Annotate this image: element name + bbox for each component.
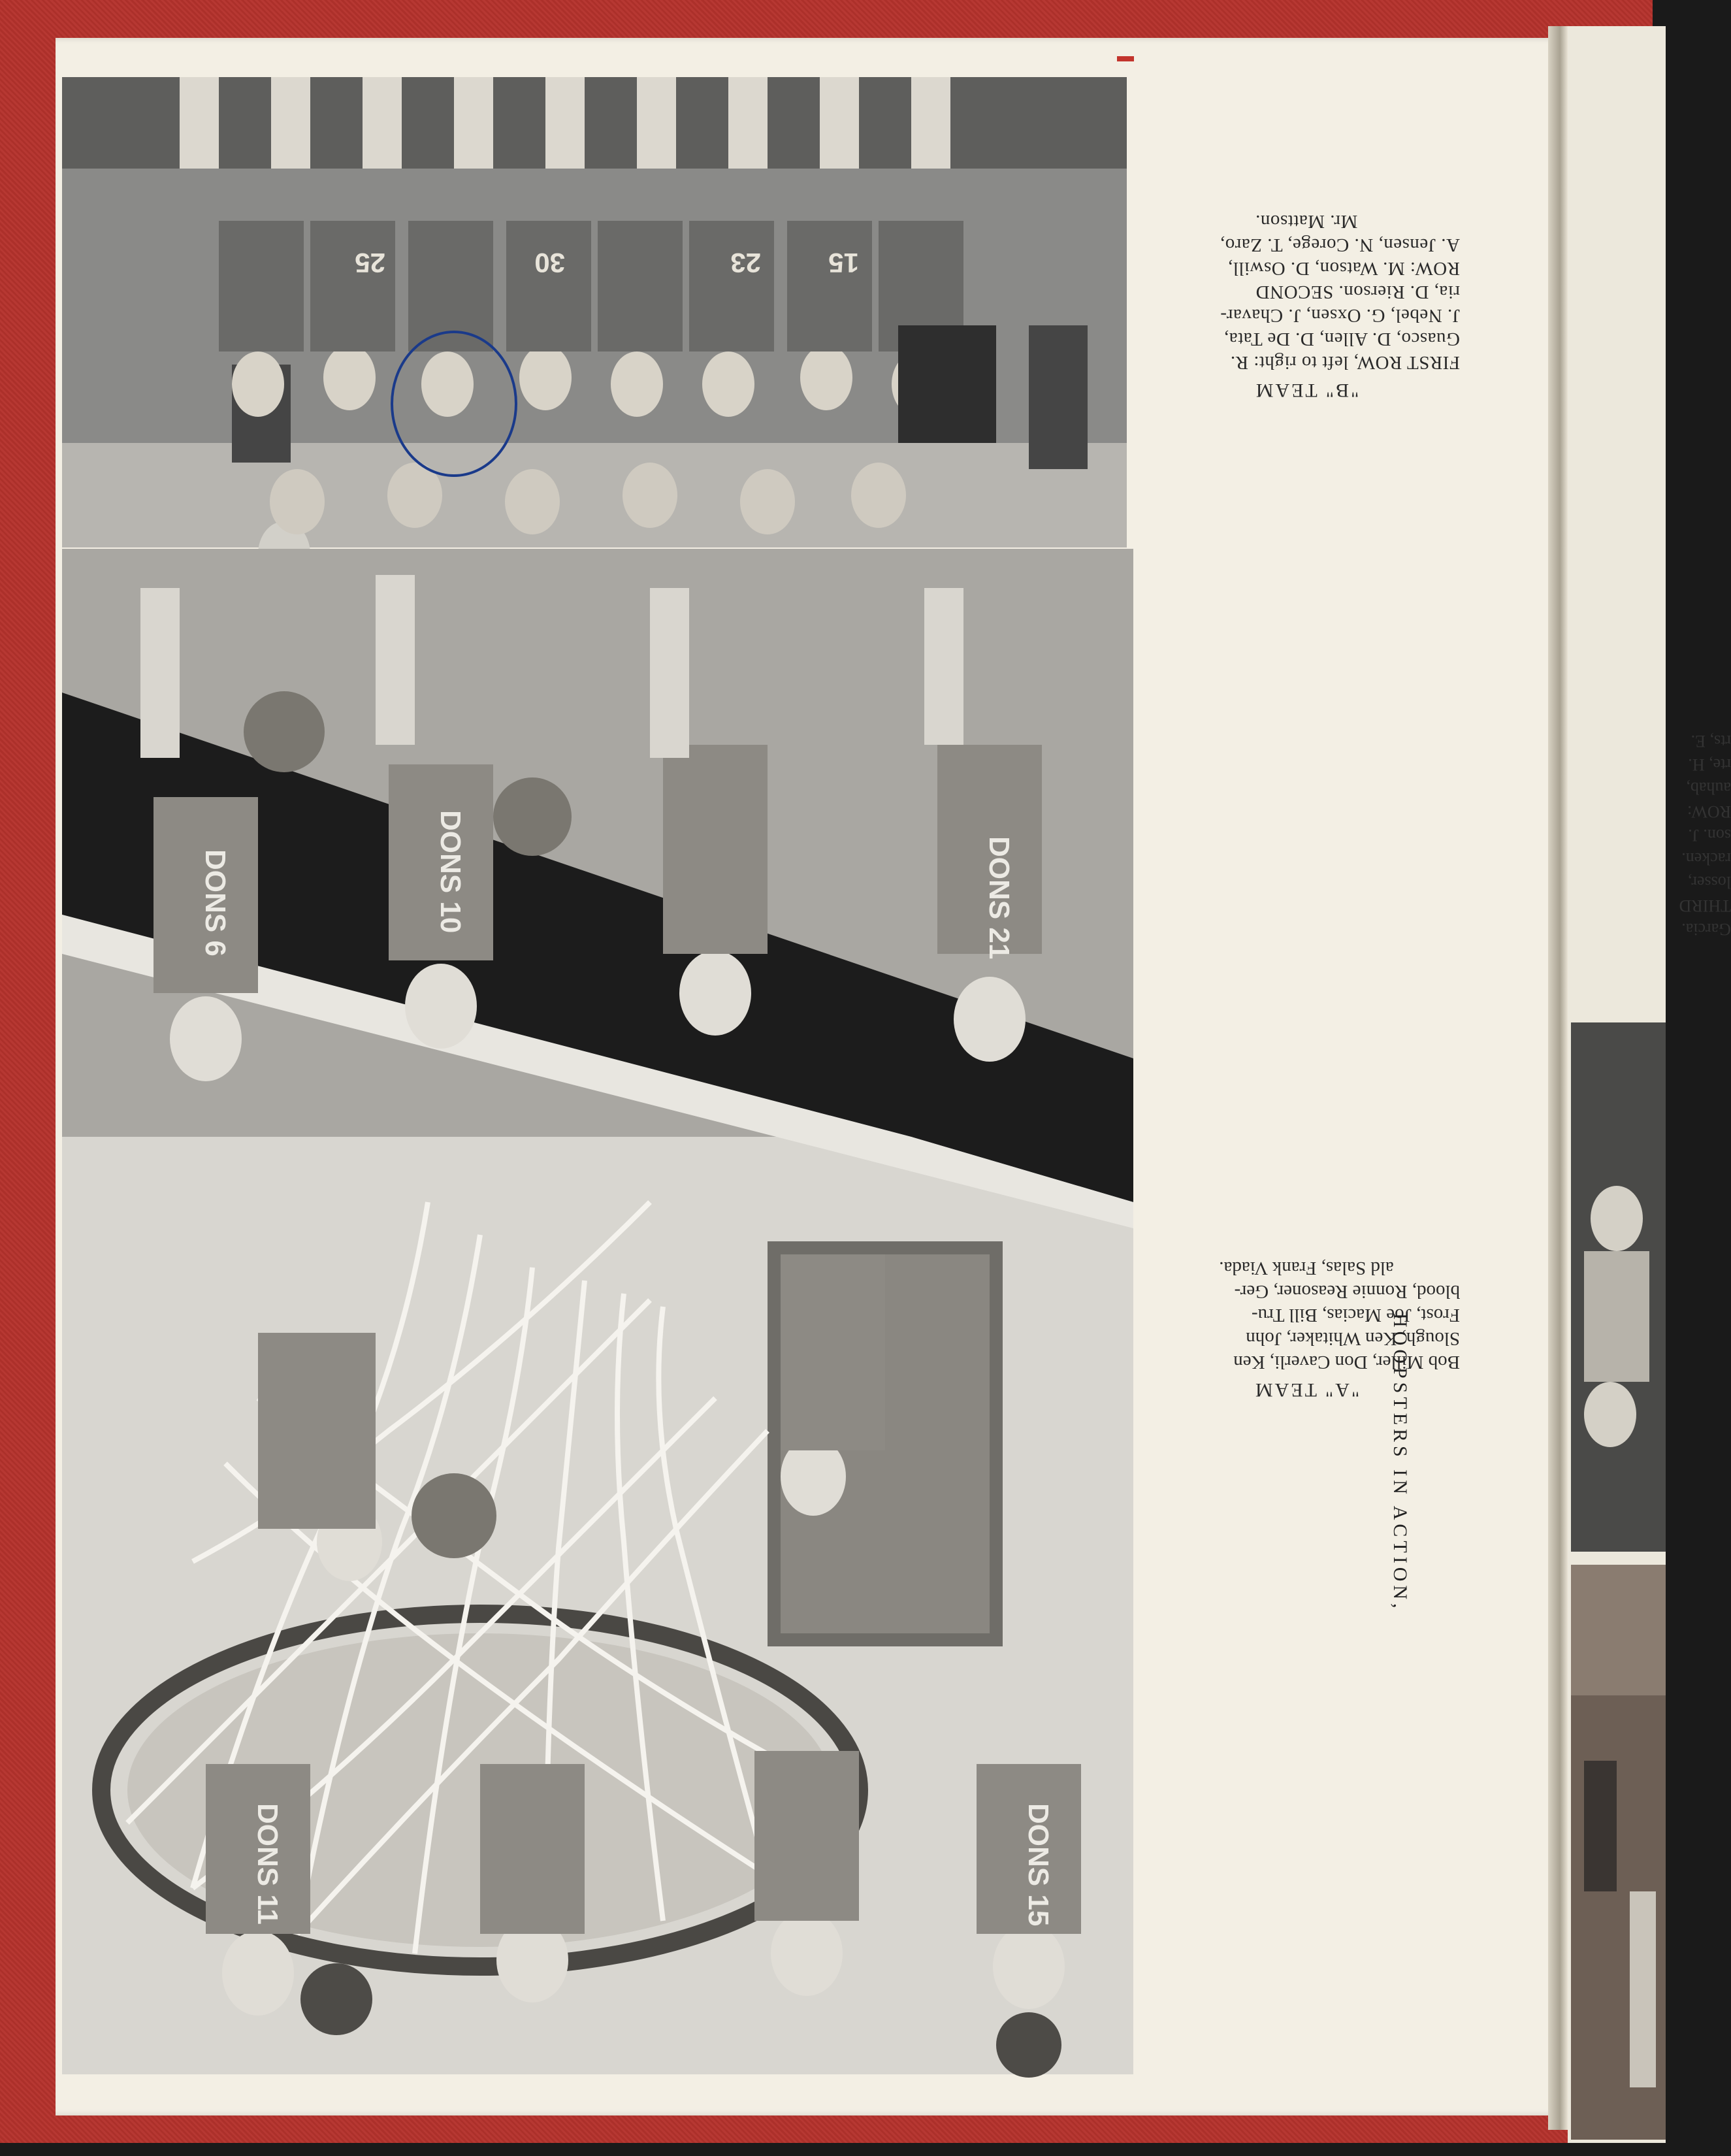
action-photo xyxy=(62,549,1133,2074)
b-team-photo xyxy=(62,77,1127,547)
caption-line: Garcia. xyxy=(1681,920,1731,939)
caption-line: ald Salas, Frank Viada. xyxy=(1219,1258,1394,1279)
caption-line: ROW: xyxy=(1687,802,1731,821)
a-team-caption xyxy=(1153,1212,1460,1401)
a-team-heading: "A" TEAM xyxy=(1253,1379,1360,1401)
jersey-label: DONS 6 xyxy=(199,849,231,956)
jersey-number: 30 xyxy=(534,248,565,278)
facing-page-photo xyxy=(1571,1022,1666,1552)
jersey-number: 15 xyxy=(828,248,859,278)
caption-line: Bob Miller, Don Caverli, Ken xyxy=(1233,1352,1460,1373)
caption-line: losser, xyxy=(1687,873,1731,892)
caption-line: J. Nebel, G. Oxsen, J. Chavar- xyxy=(1220,305,1460,326)
caption-line: ROW: M. Watson, D. Oswill, xyxy=(1227,258,1460,279)
jersey-number: 23 xyxy=(730,248,761,278)
caption-line: rts, E. xyxy=(1691,732,1731,751)
caption-line: son. J. xyxy=(1688,826,1731,845)
caption-line: Mr. Mattson. xyxy=(1255,211,1358,232)
caption-line: Frost, Joe Macias, Bill Tru- xyxy=(1251,1305,1460,1326)
jersey-label: DONS 11 xyxy=(251,1803,283,1925)
jersey-label: DONS 10 xyxy=(434,810,466,934)
facing-page-photo xyxy=(1571,1565,1666,2140)
hoopsters-heading: HOOPSTERS IN ACTION, xyxy=(1389,1313,1411,1612)
b-team-heading: "B" TEAM xyxy=(1254,380,1359,401)
caption-line: Slough, Ken Whitaker, John xyxy=(1246,1328,1460,1349)
caption-line: A. Jensen, N. Corege, T. Zaro, xyxy=(1220,235,1460,255)
caption-line: FIRST ROW, left to right: R. xyxy=(1230,352,1460,373)
jersey-label: DONS 21 xyxy=(983,836,1015,960)
book-gutter xyxy=(1548,26,1568,2130)
facing-page-caption xyxy=(1587,732,1731,941)
b-team-caption xyxy=(1153,212,1460,402)
ink-mark xyxy=(1117,56,1134,61)
caption-line: THIRD xyxy=(1679,896,1731,915)
jersey-number: 25 xyxy=(355,248,385,278)
caption-line: ria, D. Rierson. SECOND xyxy=(1255,282,1460,302)
jersey-label: DONS 15 xyxy=(1022,1803,1054,1927)
caption-line: racken. xyxy=(1681,849,1731,868)
caption-line: blood, Ronnie Reasoner, Ger- xyxy=(1234,1281,1460,1302)
caption-line: rte, H. xyxy=(1688,755,1731,774)
caption-line: auhab, xyxy=(1686,779,1731,798)
caption-line: Guasco, D. Allen, D. De Tata, xyxy=(1223,329,1460,350)
